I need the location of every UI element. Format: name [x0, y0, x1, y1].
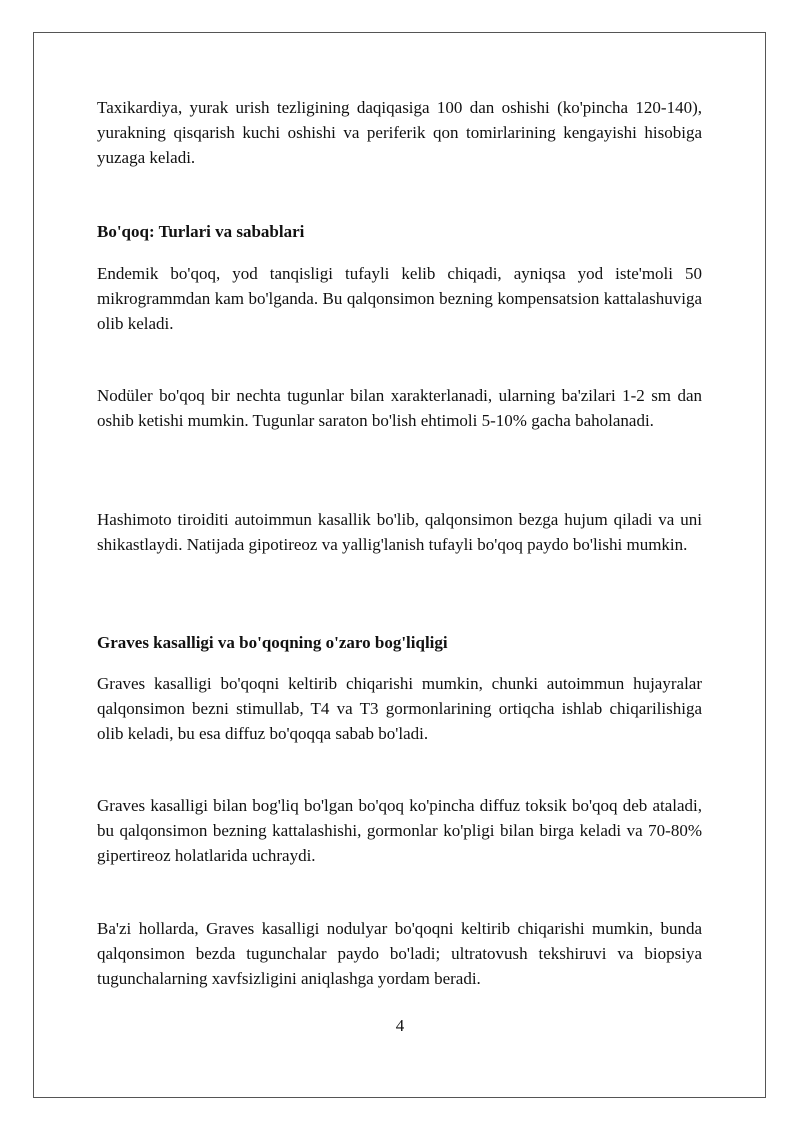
paragraph-tachycardia [97, 95, 702, 170]
paragraph-diffuse-toxic [97, 793, 702, 868]
section-heading-goiter-types [97, 219, 702, 244]
paragraph-text: Graves kasalligi bilan bog'liq bo'lgan bo'qoq ko'pincha diffuz toksik bo'qoq deb ataladi, bu qalqonsimon bezning kattalashishi, gormonlar ko'pligi bilan birga keladi va 70-80% gipertireoz holatlarida uchraydi. [97, 796, 702, 865]
paragraph-text: Hashimoto tiroiditi autoimmun kasallik bo'lib, qalqonsimon bezga hujum qiladi va uni shikastlaydi. Natijada gipotireoz va yallig'lanish tufayli bo'qoq paydo bo'lishi mumkin. [97, 510, 702, 554]
page-number: 4 [395, 1016, 405, 1035]
paragraph-text: Ba'zi hollarda, Graves kasalligi nodulyar bo'qoqni keltirib chiqarishi mumkin, bunda qalqonsimon bezda tugunchalar paydo bo'ladi; ultratovush tekshiruvi va biopsiya tugunchalarning xavfsizligini aniqlashga yordam beradi. [97, 919, 702, 988]
heading-text: Graves kasalligi va bo'qoqning o'zaro bog'liqligi [97, 633, 448, 652]
paragraph-nodular-goiter [97, 383, 702, 433]
paragraph-text: Graves kasalligi bo'qoqni keltirib chiqarishi mumkin, chunki autoimmun hujayralar qalqonsimon bezni stimullab, T4 va T3 gormonlarining ortiqcha ishlab chiqarilishiga olib keladi, bu esa diffuz bo'qoqqa sabab bo'ladi. [97, 674, 702, 743]
paragraph-endemic-goiter [97, 261, 702, 336]
paragraph-text: Endemik bo'qoq, yod tanqisligi tufayli kelib chiqadi, ayniqsa yod iste'moli 50 mikrogrammdan kam bo'lganda. Bu qalqonsimon bezning kompensatsion kattalashuviga olib keladi. [97, 264, 702, 333]
paragraph-graves-goiter [97, 671, 702, 746]
paragraph-nodular-graves [97, 916, 702, 991]
paragraph-text: Nodüler bo'qoq bir nechta tugunlar bilan xarakterlanadi, ularning ba'zilari 1-2 sm dan oshib ketishi mumkin. Tugunlar saraton bo'lish ehtimoli 5-10% gacha baholanadi. [97, 386, 702, 430]
section-heading-graves [97, 630, 702, 655]
heading-text: Bo'qoq: Turlari va sabablari [97, 222, 305, 241]
paragraph-text: Taxikardiya, yurak urish tezligining daqiqasiga 100 dan oshishi (ko'pincha 120-140), yurakning qisqarish kuchi oshishi va periferik qon tomirlarining kengayishi hisobiga yuzaga keladi. [97, 98, 702, 167]
paragraph-hashimoto [97, 507, 702, 557]
